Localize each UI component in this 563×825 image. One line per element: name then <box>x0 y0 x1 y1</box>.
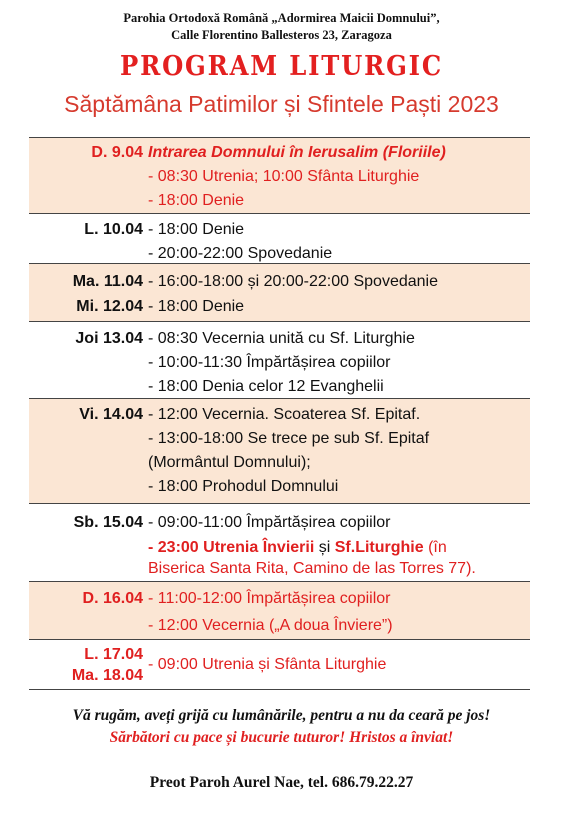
event-location: Biserica Santa Rita, Camino de las Torres 77). <box>148 560 476 577</box>
event-item: - 09:00-11:00 Împărtășirea copiilor <box>148 514 391 531</box>
schedule-row <box>29 264 530 322</box>
day-cell <box>29 644 143 689</box>
page-subtitle: Săptămâna Patimilor și Sfintele Paști 2023 <box>64 91 499 117</box>
day-label: D. 16.04 <box>82 590 143 607</box>
schedule-row <box>29 582 530 640</box>
event-item: - 18:00 Denie <box>148 192 245 209</box>
events-cell <box>143 644 530 689</box>
day-label: Ma. 18.04 <box>71 667 143 684</box>
events-cell <box>143 588 530 639</box>
day-cell <box>29 404 143 503</box>
event-item: - 11:00-12:00 Împărtășirea copiilor <box>148 590 391 607</box>
day-label: Ma. 11.04 <box>72 273 143 290</box>
parish-header <box>0 10 563 44</box>
event-item: Intrarea Domnului în Ierusalim (Floriile) <box>148 144 446 161</box>
event-item: - 18:00 Denie <box>148 221 245 238</box>
event-item: - 08:30 Utrenia; 10:00 Sfânta Liturghie <box>148 168 420 185</box>
day-label: L. 10.04 <box>84 221 143 238</box>
day-label: Sb. 15.04 <box>73 514 143 531</box>
events-cell <box>143 219 530 263</box>
day-label: L. 17.04 <box>84 646 143 663</box>
schedule-row <box>29 504 530 582</box>
event-item: (Mormântul Domnului); <box>148 454 311 471</box>
event-item: - 16:00-18:00 și 20:00-22:00 Spovedanie <box>148 273 438 290</box>
day-cell <box>29 142 143 213</box>
schedule-row <box>29 399 530 504</box>
day-cell <box>29 219 143 263</box>
event-item: - 20:00-22:00 Spovedanie <box>148 245 333 262</box>
events-cell <box>143 512 530 581</box>
events-cell <box>143 271 530 321</box>
page-title: PROGRAM LITURGIC <box>120 51 443 82</box>
event-item: - 12:00 Vecernia („A doua Înviere”) <box>148 617 393 634</box>
event-red-part: (în <box>423 539 447 556</box>
notice-greeting: Sărbători cu pace și bucurie tuturor! Hristos a înviat! <box>109 729 454 746</box>
event-item: - 08:30 Vecernia unită cu Sf. Liturghie <box>148 330 415 347</box>
events-cell <box>143 328 530 398</box>
event-item: - 18:00 Prohodul Domnului <box>148 478 339 495</box>
parish-name: Parohia Ortodoxă Română „Adormirea Maicii Domnului”, <box>123 11 440 25</box>
day-cell <box>29 328 143 398</box>
event-item: - 18:00 Denie <box>148 298 245 315</box>
schedule-row <box>29 138 530 214</box>
schedule-row <box>29 322 530 399</box>
day-cell <box>29 512 143 581</box>
notice-candles: Vă rugăm, aveți grijă cu lumânările, pentru a nu da ceară pe jos! <box>72 707 491 724</box>
schedule-row <box>29 214 530 264</box>
event-item: - 10:00-11:30 Împărtășirea copiilor <box>148 354 391 371</box>
event-normal-part: și <box>314 539 335 556</box>
priest-contact: Preot Paroh Aurel Nae, tel. 686.79.22.27 <box>149 774 414 791</box>
event-item-resurrection <box>148 537 530 558</box>
event-bold-part: - 23:00 Utrenia Învierii <box>148 539 315 556</box>
event-item: - 13:00-18:00 Se trece pe sub Sf. Epitaf <box>148 430 430 447</box>
event-item: - 12:00 Vecernia. Scoaterea Sf. Epitaf. <box>148 406 421 423</box>
event-bold-part: Sf.Liturghie <box>334 539 424 556</box>
day-label: Vi. 14.04 <box>79 406 143 423</box>
event-item: - 09:00 Utrenia și Sfânta Liturghie <box>148 656 387 673</box>
day-label: D. 9.04 <box>91 144 143 161</box>
day-label: Mi. 12.04 <box>76 298 143 315</box>
schedule-table <box>29 137 530 690</box>
events-cell <box>143 142 530 213</box>
event-item: - 18:00 Denia celor 12 Evanghelii <box>148 378 384 395</box>
day-cell <box>29 271 143 321</box>
day-label: Joi 13.04 <box>75 330 143 347</box>
parish-address: Calle Florentino Ballesteros 23, Zaragoza <box>171 28 392 42</box>
day-cell <box>29 588 143 639</box>
schedule-row <box>29 640 530 690</box>
events-cell <box>143 404 530 503</box>
